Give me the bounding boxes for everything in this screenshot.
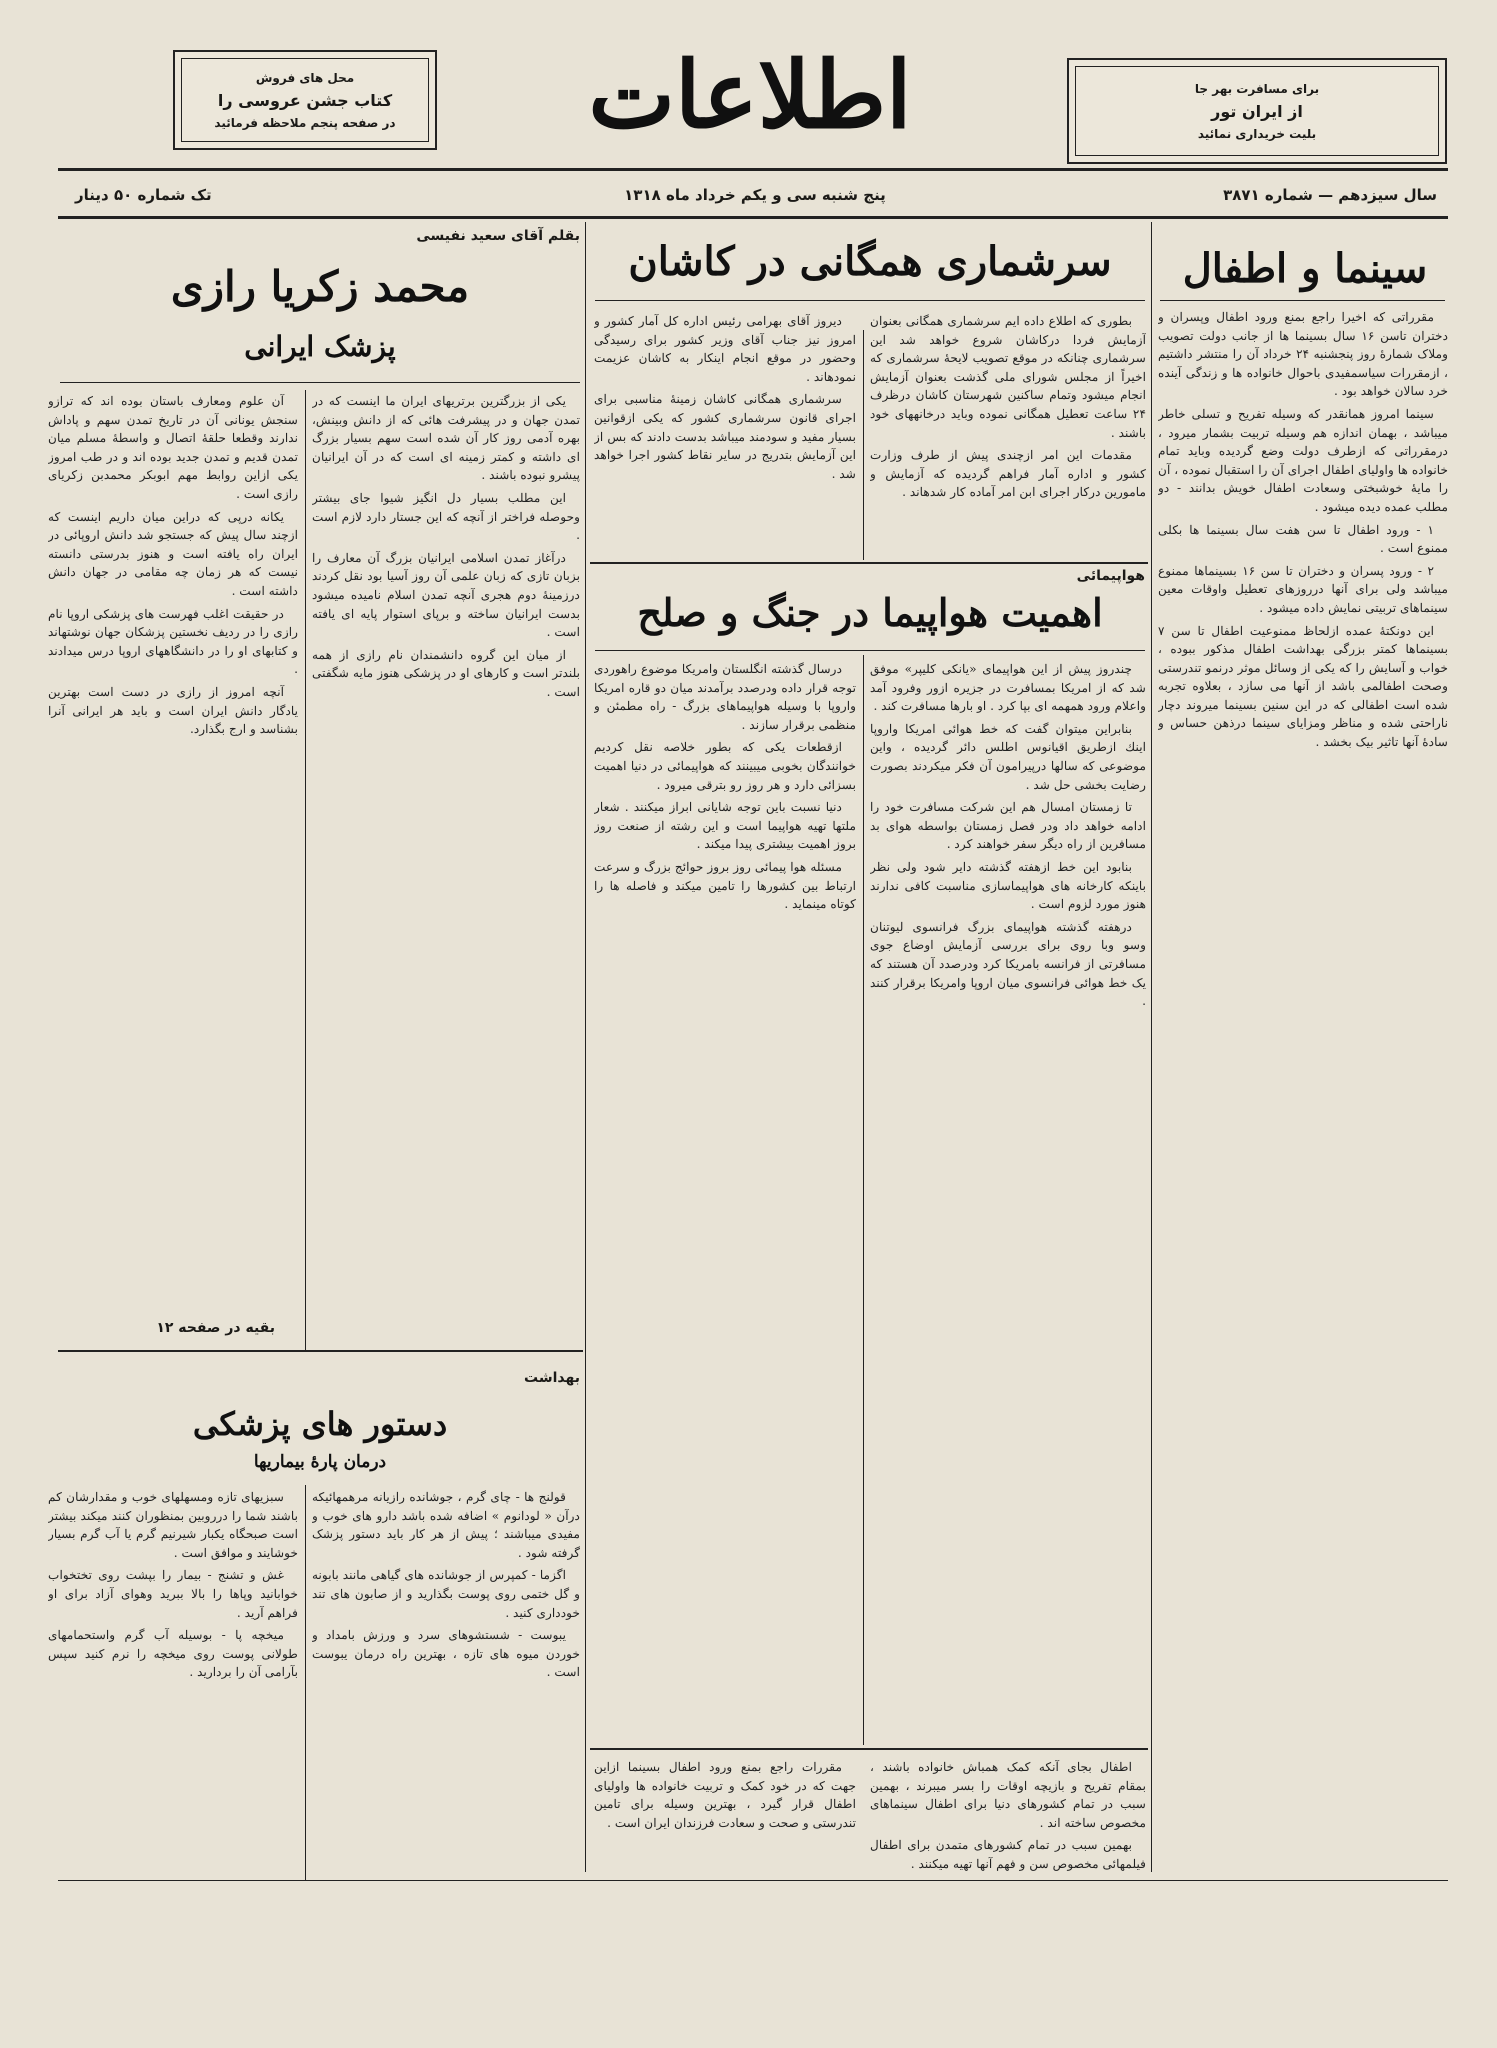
column-rule-2 [585, 222, 586, 1872]
razi-byline: بقلم آقای سعید نفیسی [416, 228, 580, 244]
ad-box-left [173, 50, 437, 150]
census-paragraph: دیروز آقای بهرامی رئیس اداره کل آمار کشور و امروز نیز جناب آقای وزیر کشور برای رسیدگی وحضور در موقع انجام اینکار به کاشان عزیمت نمودهاند . [594, 314, 856, 384]
column-rule-6 [305, 1485, 306, 1880]
cinema-paragraph: ۱ - ورود اطفال تا سن هفت سال بسینما ها بکلی ممنوع است . [1158, 522, 1448, 556]
bottom-paragraph: اطفال بجای آنکه کمک همباش خانواده باشند ، بمقام تفریح و بازیچه اوقات را بسر میبرند ، بهمین سبب در تمام کشورهای دنیا برای اطفال سینماهای مخصوص ساخته اند . [870, 1760, 1146, 1830]
health-paragraph: قولنج ها - چای گرم ، جوشانده رازیانه مرهمهائیکه درآن « لودانوم » اضافه شده باشد دارو های خوب و مفیدی میباشند ؛ پیش از هر کار باید دستور پزشک گرفته شود . [312, 1490, 580, 1560]
airplane-section-tag: هواپیمائی [1076, 568, 1145, 584]
column-rule-4 [863, 655, 864, 1745]
health-col-left [48, 1488, 298, 1878]
cinema-paragraph: سینما امروز همانقدر که وسیله تفریح و تسلی خاطر میباشد ، بهمان اندازه هم وسیله تربیت بشمار میرود ، درمقرراتی که ازطرف دولت وضع گردیده وباید تمام خانواده ها واولیای اطفال اجرای آن را استقبال نموده ، آن را مایهٔ خوشبختی وسعادت اطفال خویش بدانند - دو مطلب عمده دیده میشود . [1158, 406, 1448, 514]
page-bottom-rule [58, 1880, 1448, 1881]
airplane-paragraph: بنابود این خط ازهفته گذشته دایر شود ولی نظر باینکه کارخانه های هواپیماسازی مناسبت کافی ندارند هنوز مورد لزوم است . [870, 859, 1146, 912]
razi-paragraph: آن علوم ومعارف باستان بوده اند که ترازو سنجش یونانی آن در تاریخ تمدن سهم و پاداش ندارند وقطعا حلقهٔ اتصال و واسطهٔ مسلم میان تمدن قدیم و تمدن جدید بوده اند و در طب امروز یکی ازاین روابط مهم ابوبکر محمدبن زکریای رازی است . [48, 394, 298, 501]
health-subheadline: درمان پارهٔ بیماریها [253, 1452, 387, 1472]
razi-col-left [48, 392, 298, 1312]
health-section-tag: بهداشت [524, 1370, 580, 1386]
razi-paragraph: یکی از بزرگترین برتریهای ایران ما اینست که در تمدن جهان و در پیشرفت هائی که از دانش وبینش، بهره آدمی روز کار آن شده است سهم بسیار بزرگ ای داشته و کمتر زمینه ای است که در آن ایرانیان پیشرو نبوده باشند . [312, 394, 580, 483]
issue-date: پنج شنبه سی و یکم خرداد ماه ۱۳۱۸ [624, 186, 886, 204]
razi-paragraph: آنچه امروز از رازی در دست است بهترین یادگار دانش ایران است و باید هر ایرانی آنرا بشناسد و ارج بگذارد. [48, 684, 298, 737]
ad-left-line3: در صفحه پنجم ملاحظه فرمائید [214, 115, 396, 130]
airplane-paragraph: درهفته گذشته هواپیمای بزرگ فرانسوی لیوتنان وسو وبا روی برای بررسی آزمایش اوضاع جوی مسافرتی از فرانسه بامریکا کرد ودرصدد آن هستند که یک خط هوائی فرانسوی میان اروپا وامریکا برقرار کنند . [870, 919, 1146, 1009]
column-rule-1 [1151, 222, 1152, 1872]
razi-paragraph: این مطلب بسیار دل انگیز شیوا جای بیشتر وحوصله فراختر از آنچه که این جستار دارد لازم است . [312, 490, 580, 543]
razi-col-right [312, 392, 580, 1342]
health-paragraph: یبوست - شستشوهای سرد و ورزش بامداد و خوردن میوه های تازه ، بهترین راه درمان یبوست است . [312, 1628, 580, 1680]
cinema-paragraph: این دونکتهٔ عمده ازلحاظ ممنوعیت اطفال تا سن ۷ بسینماها کمتر بزرگی بهداشت اطفال مذکور ببوده ، خواب و آسایش را که یکی از وسائل موثر درنمو تندرستی وصحت اطفالمی باشد از آنها می سازد ، بعلاوه تجربه شده است اطفالی که در این سنین بسینما میروند دچار ناراحتی شده و مناظر ومزایای سینما درذهن حساس و سادهٔ آنها تاثیر بیک بخشد . [1158, 623, 1448, 750]
airplane-headline: اهمیت هواپیما در جنگ و صلح [637, 590, 1103, 635]
census-paragraph: مقدمات این امر ازچندی پیش از طرف وزارت کشور و اداره آمار فراهم گردیده که آزمایش و مامورین درکار اجرای ابن امر آماده کار شدهاند . [870, 448, 1146, 500]
census-paragraph: بطوری که اطلاع داده ایم سرشماری همگانی بعنوان آزمایش فردا درکاشان شروع خواهد شد این سرشماری چنانکه در موقع تصویب لایحهٔ سرشماری که اخیراً از مجلس شورای ملی گذشت بعنوان آزمایش انجام میشود وتمام ساکنین شهرستان کاشان درظرف ۲۴ ساعت تعطیل همگانی نموده وباید درخانههای خود باشند . [870, 314, 1146, 440]
bottom-col-left [594, 1758, 856, 1873]
health-paragraph: غش و تشنج - بیمار را بپشت روی تختخواب خوابانید وپاها را بالا ببرید وهوای آزاد برای او فراهم آرید . [48, 1568, 298, 1620]
bottom-col-right [870, 1758, 1146, 1873]
cinema-paragraph: ۲ - ورود پسران و دختران تا سن ۱۶ بسینماها ممنوع میباشد ولی برای آنها درروزهای تعطیل واوقات معین سینماهای تربیتی نمایش داده میشود . [1158, 563, 1448, 615]
airplane-paragraph: درسال گذشته انگلستان وامریکا موضوع راهوردی توجه قرار داده ودرصدد برآمدند میان دو قاره امریکا واروپا با وسیله هواپیماهای بزرگ - راه مطمئن و منظمی برقرار سازند . [594, 662, 856, 732]
airplane-paragraph: تا زمستان امسال هم این شرکت مسافرت خود را ادامه خواهد داد ودر فصل زمستان بواسطه هوای بد مسافرین از راه دیگر سفر خواهند کرد . [870, 800, 1146, 852]
airplane-col-right [870, 660, 1146, 1745]
cinema-body [1158, 308, 1448, 1868]
razi-paragraph: در حقیقت اغلب فهرست های پزشکی اروپا نام رازی را در ردیف نخستین پزشکان جهان نوشتهاند و کتابهای او را در دانشگاههای اروپا درس میدادند . [48, 606, 298, 677]
column-rule-5 [305, 390, 306, 1350]
cinema-paragraph: مقرراتی که اخیرا راجع بمنع ورود اطفال وپسران و دختران تاسن ۱۶ سال بسینما ها از جانب دولت تصویب وملاک شمارهٔ روز پنجشنبه ۲۴ خرداد آن را منتشر داشتیم ، ازمقررات سیاسمفیدی باحوال خانواده ها و زندگی آینده خرد سالان خواهد بود . [1158, 310, 1448, 399]
ad-right-line3: بلیت خریداری نمائید [1197, 126, 1317, 141]
ad-right-line1: برای مسافرت بهر جا [1194, 81, 1320, 96]
newspaper-title: اطلاعات [588, 41, 912, 149]
column-rule-3 [863, 330, 864, 560]
ad-left-line2: کتاب جشن عروسی را [217, 90, 393, 110]
masthead-rule-bottom [58, 216, 1448, 219]
year-issue: سال سیزدهم — شماره ۳۸۷۱ [1223, 186, 1437, 204]
ad-right-line2: از ایران تور [1211, 101, 1303, 121]
airplane-paragraph: مسئله هوا پیمائی روز بروز حوائج بزرگ و سرعت ارتباط بین کشورها را تامین میکند و فاصله ها را کوتاه مینماید . [594, 859, 856, 912]
health-col-right [312, 1488, 580, 1878]
razi-continued: بقیه در صفحه ۱۲ [156, 1320, 275, 1336]
razi-headline: محمد زکریا رازی [170, 262, 470, 311]
ad-box-right [1067, 58, 1447, 164]
census-col-right [870, 312, 1146, 562]
razi-paragraph: درآغاز تمدن اسلامی ایرانیان بزرگ آن معارف را بزبان تازی که زبان علمی آن روز آسیا بود نقل کردند درزمینهٔ دوم هجری آنچه تمدن اسلام نامیده میشود بدست ایرانیان ساخته و برپای استوار پایه ای یافته است . [312, 550, 580, 640]
airplane-paragraph: دنیا نسبت باین توجه شایانی ابراز میکنند . شعار ملتها تهیه هواپیما است و این رشته از صنعت روز بروز اهمیت بیشتری پیدا میکند . [594, 800, 856, 852]
census-col-left [594, 312, 856, 562]
masthead-rule-top [58, 168, 1448, 171]
health-paragraph: اگزما - کمپرس از جوشانده های گیاهی مانند بابونه و گل ختمی روی پوست بگذارید و از صابون های تند خودداری کنید . [312, 1568, 580, 1620]
bottom-paragraph: مقررات راجع بمنع ورود اطفال بسینما ازاین جهت که در خود کمک و تربیت خانواده ها واولیای اطفال قرار گیرد ، بهترین وسیله برای تامین تندرستی و صحت و سعادت فرزندان ایران است . [594, 1760, 856, 1830]
airplane-paragraph: بنابراین میتوان گفت که خط هوائی امریکا واروپا اینك ازطریق اقیانوس اطلس دائر گردیده ، واین موضوعی که سالها درپیرامون آن فکر میکردند بصورت رضایت بخشی حل شد . [870, 721, 1146, 792]
razi-paragraph: یکانه درپی که دراین میان داریم اینست که ازچند سال پیش که جستجو شد دانش اروپائی در ایران راه یافته است و هنوز بدرستی دانسته نیست که هر زمان چه مقامی در جهان دانش داشته است . [48, 509, 298, 598]
census-paragraph: سرشماری همگانی کاشان زمینهٔ مناسبی برای اجرای قانون سرشماری کشور که یکی ازقوانین بسیار مفید و سودمند میباشد بدست دادند که بس از این آزمایش بتدریج در سایر نقاط کشور اجرا خواهد شد . [594, 392, 856, 481]
issue-price: تک شماره ۵۰ دینار [75, 186, 212, 204]
health-paragraph: میخچه پا - بوسیله آب گرم واستحمامهای طولانی پوست روی میخچه را نرم کنید سپس بآرامی آن را بردارید . [48, 1628, 298, 1680]
airplane-paragraph: چندروز پیش از این هواپیمای «یانکی کلیپر» موفق شد که از امریکا بمسافرت در جزیره ازور وفرود آمد واعلام ورود همهمه ای بپا کرد . او بارها مسافرت کند . [870, 662, 1146, 714]
razi-subheadline: پزشک ایرانی [244, 330, 396, 363]
airplane-paragraph: ازقطعات یکی که بطور خلاصه نقل کردیم خوانندگان بخوبی میبینند که هواپیمائی در دنیا اهمیت بسزائی دارد و هر روز رو بترقی میرود . [594, 740, 856, 792]
census-headline: سرشماری همگانی در کاشان [628, 238, 1112, 285]
ad-left-line1: محل های فروش [255, 70, 355, 85]
cinema-headline: سینما و اطفال [1182, 245, 1428, 292]
razi-paragraph: از میان این گروه دانشمندان نام رازی از همه بلندتر است و کارهای او در پزشکی هنوز مایه شگفتی است . [312, 647, 580, 699]
bottom-paragraph: بهمین سبب در تمام کشورهای متمدن برای اطفال فیلمهائی مخصوص سن و فهم آنها تهیه میکنند . [870, 1838, 1146, 1871]
health-paragraph: سبزیهای تازه ومسهلهای خوب و مقدارشان کم باشند شما را درروبین بمنظوران کنند میکند بیشتر است صبحگاه یکبار شیرنیم گرم یا آب گرم بسیار خوشایند و موافق است . [48, 1490, 298, 1560]
airplane-col-left [594, 660, 856, 1745]
health-headline: دستور های پزشکی [192, 1405, 448, 1443]
